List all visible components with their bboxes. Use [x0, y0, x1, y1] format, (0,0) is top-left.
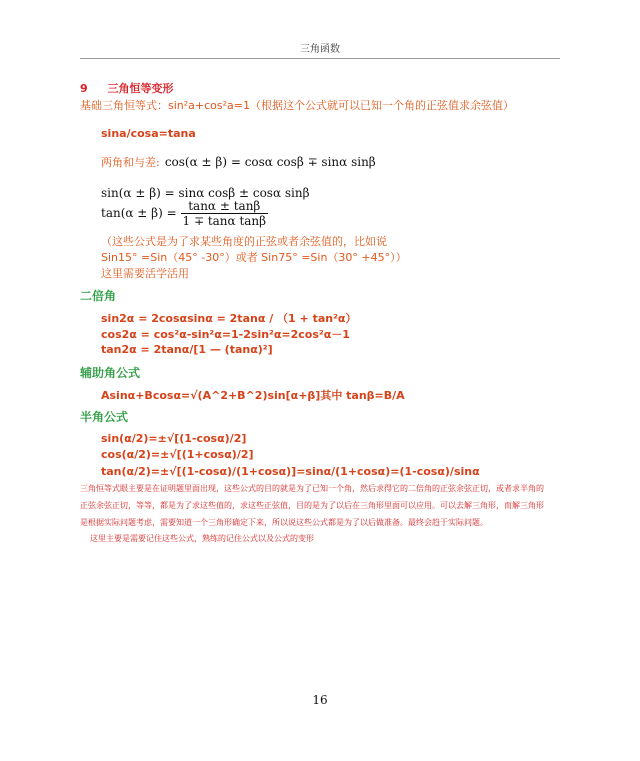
- basic-identity-formula: sin²a+cos²a=1: [168, 99, 251, 112]
- note-line-2: Sin15° =Sin（45° -30°）或者 Sin75° =Sin（30° +45°））: [101, 251, 407, 264]
- auxiliary-angle-formula: Asinα+Bcosα=√(A^2+B^2)sin[α+β]其中 tanβ=B/A: [101, 389, 405, 402]
- summary-line-3: 是根据实际问题考虑，需要知道一个三角形确定下来，所以说这些公式都是为了以后做准备。最终会趋于实际问题。: [80, 518, 488, 527]
- half-angle-sin: sin(α/2)=±√[(1-cosα)/2]: [101, 432, 247, 445]
- sum-difference-cos-line: [101, 151, 376, 170]
- basic-identity-prefix: 基础三角恒等式：: [80, 99, 168, 112]
- auxiliary-angle-heading: 辅助角公式: [80, 366, 141, 380]
- tan-identity: sina/cosa=tana: [101, 127, 196, 140]
- summary-line-2: 正弦余弦正切，等等，都是为了求这些值的，求这些正弦值，目的是为了以后在三角形里面可以应用。可以去解三角形，而解三角形: [80, 501, 544, 510]
- summary-line-1: 三角恒等式眼主要是在证明题里面出现，这些公式的目的就是为了已知一个角，然后求得它的二倍角的正弦余弦正切，或者求半角的: [80, 484, 544, 493]
- page-header-title: 三角函数: [300, 44, 340, 55]
- double-angle-tan: tan2α = 2tanα/[1 — (tanα)²]: [101, 343, 273, 356]
- section-heading: [80, 80, 174, 96]
- cos-sum-formula: cos(α ± β) = cosα cosβ ∓ sinα sinβ: [164, 155, 376, 169]
- tan-sum-numerator: tanα ± tanβ: [181, 199, 269, 214]
- summary-line-4: 这里主要是需要记住这些公式，熟练的记住公式以及公式的变形: [90, 534, 314, 543]
- section-title: 三角恒等变形: [107, 82, 174, 95]
- note-line-3: 这里需要活学活用: [101, 267, 189, 280]
- basic-identity-line: [80, 97, 514, 113]
- tan-sum-lhs: tan(α ± β) =: [101, 206, 177, 220]
- double-angle-cos: cos2α = cos²α-sin²α=1-2sin²α=2cos²α－1: [101, 328, 350, 341]
- tan-sum-denominator: 1 ∓ tanα tanβ: [182, 214, 267, 228]
- double-angle-sin: sin2α = 2cosαsinα = 2tanα / （1 + tan²α）: [101, 312, 357, 325]
- half-angle-tan: tan(α/2)=±√[(1-cosα)/(1+cosα)]=sinα/(1+cosα)=(1-cosα)/sinα: [101, 465, 480, 478]
- sin-sum-formula: sin(α ± β) = sinα cosβ ± cosα sinβ: [101, 186, 310, 200]
- basic-identity-note: （根据这个公式就可以已知一个角的正弦值求余弦值）: [250, 99, 515, 112]
- note-line-1: （这些公式是为了求某些角度的正弦或者余弦值的，比如说: [101, 235, 387, 248]
- tan-sum-formula: [101, 199, 268, 228]
- header-divider: [80, 58, 560, 59]
- section-number: 9: [80, 82, 88, 95]
- page-number: 16: [312, 693, 328, 707]
- sum-difference-label: 两角和与差:: [101, 156, 160, 169]
- half-angle-cos: cos(α/2)=±√[(1+cosα)/2]: [101, 448, 254, 461]
- half-angle-heading: 半角公式: [80, 410, 129, 424]
- tan-sum-fraction: [181, 199, 269, 228]
- double-angle-heading: 二倍角: [80, 289, 117, 303]
